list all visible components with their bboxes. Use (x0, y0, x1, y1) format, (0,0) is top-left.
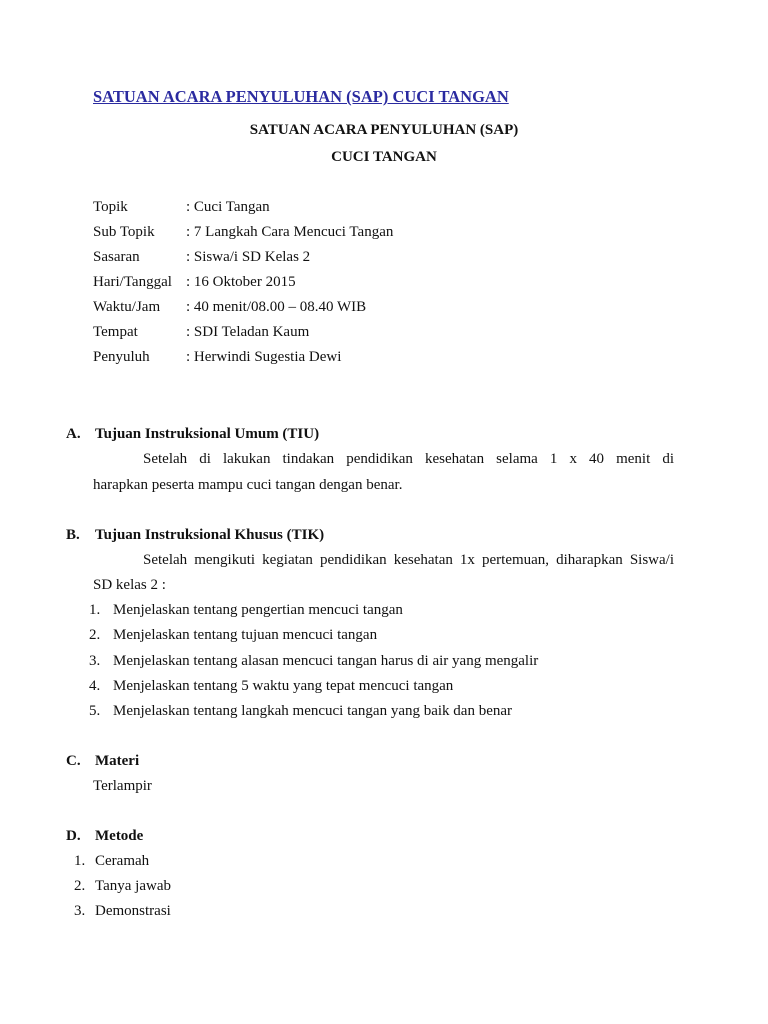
section-heading: Metode (95, 828, 144, 844)
info-label: Waktu/Jam (93, 299, 161, 315)
info-value: : SDI Teladan Kaum (186, 324, 310, 340)
info-label: Sub Topik (93, 224, 155, 240)
info-label: Topik (93, 199, 128, 215)
info-label: Tempat (93, 324, 138, 340)
list-item: Ceramah (95, 853, 150, 869)
list-item: Menjelaskan tentang pengertian mencuci tangan (113, 602, 403, 618)
info-value: : Herwindi Sugestia Dewi (186, 349, 342, 365)
paragraph-line: Terlampir (93, 778, 152, 794)
list-item: Tanya jawab (95, 878, 171, 894)
info-value: : Cuci Tangan (186, 199, 270, 215)
list-number: 1. (89, 602, 101, 618)
list-item: Menjelaskan tentang tujuan mencuci tangan (113, 627, 378, 643)
section-letter: C. (66, 753, 81, 769)
subtitle: SATUAN ACARA PENYULUHAN (SAP) (249, 122, 519, 138)
paragraph-line: harapkan peserta mampu cuci tangan dengan benar. (93, 477, 403, 493)
list-number: 1. (74, 853, 86, 869)
section-heading: Tujuan Instruksional Umum (TIU) (95, 426, 320, 442)
list-item: Menjelaskan tentang langkah mencuci tangan yang baik dan benar (113, 703, 513, 719)
paragraph-line: SD kelas 2 : (93, 577, 166, 593)
section-letter: A. (66, 426, 81, 442)
list-number: 5. (89, 703, 101, 719)
section-letter: B. (66, 527, 80, 543)
info-value: : 7 Langkah Cara Mencuci Tangan (186, 224, 394, 240)
info-label: Penyuluh (93, 349, 150, 365)
list-item: Menjelaskan tentang alasan mencuci tangan harus di air yang mengalir (113, 653, 539, 669)
list-number: 2. (74, 878, 86, 894)
subtitle: CUCI TANGAN (331, 149, 437, 165)
section-letter: D. (66, 828, 81, 844)
info-value: : Siswa/i SD Kelas 2 (186, 249, 311, 265)
list-number: 3. (89, 653, 101, 669)
section-heading: Tujuan Instruksional Khusus (TIK) (95, 527, 325, 543)
paragraph-line: Setelah di lakukan tindakan pendidikan kesehatan selama 1 x 40 menit di (143, 451, 674, 467)
info-label: Hari/Tanggal (93, 274, 172, 290)
list-number: 3. (74, 903, 86, 919)
document-title: SATUAN ACARA PENYULUHAN (SAP) CUCI TANGAN (93, 87, 509, 106)
info-value: : 16 Oktober 2015 (186, 274, 296, 290)
paragraph-line: Setelah mengikuti kegiatan pendidikan kesehatan 1x pertemuan, diharapkan Siswa/i (143, 552, 674, 568)
section-heading: Materi (95, 753, 140, 769)
list-number: 2. (89, 627, 101, 643)
list-item: Menjelaskan tentang 5 waktu yang tepat mencuci tangan (113, 678, 454, 694)
info-label: Sasaran (93, 249, 140, 265)
list-item: Demonstrasi (95, 903, 171, 919)
info-value: : 40 menit/08.00 – 08.40 WIB (186, 299, 367, 315)
list-number: 4. (89, 678, 101, 694)
